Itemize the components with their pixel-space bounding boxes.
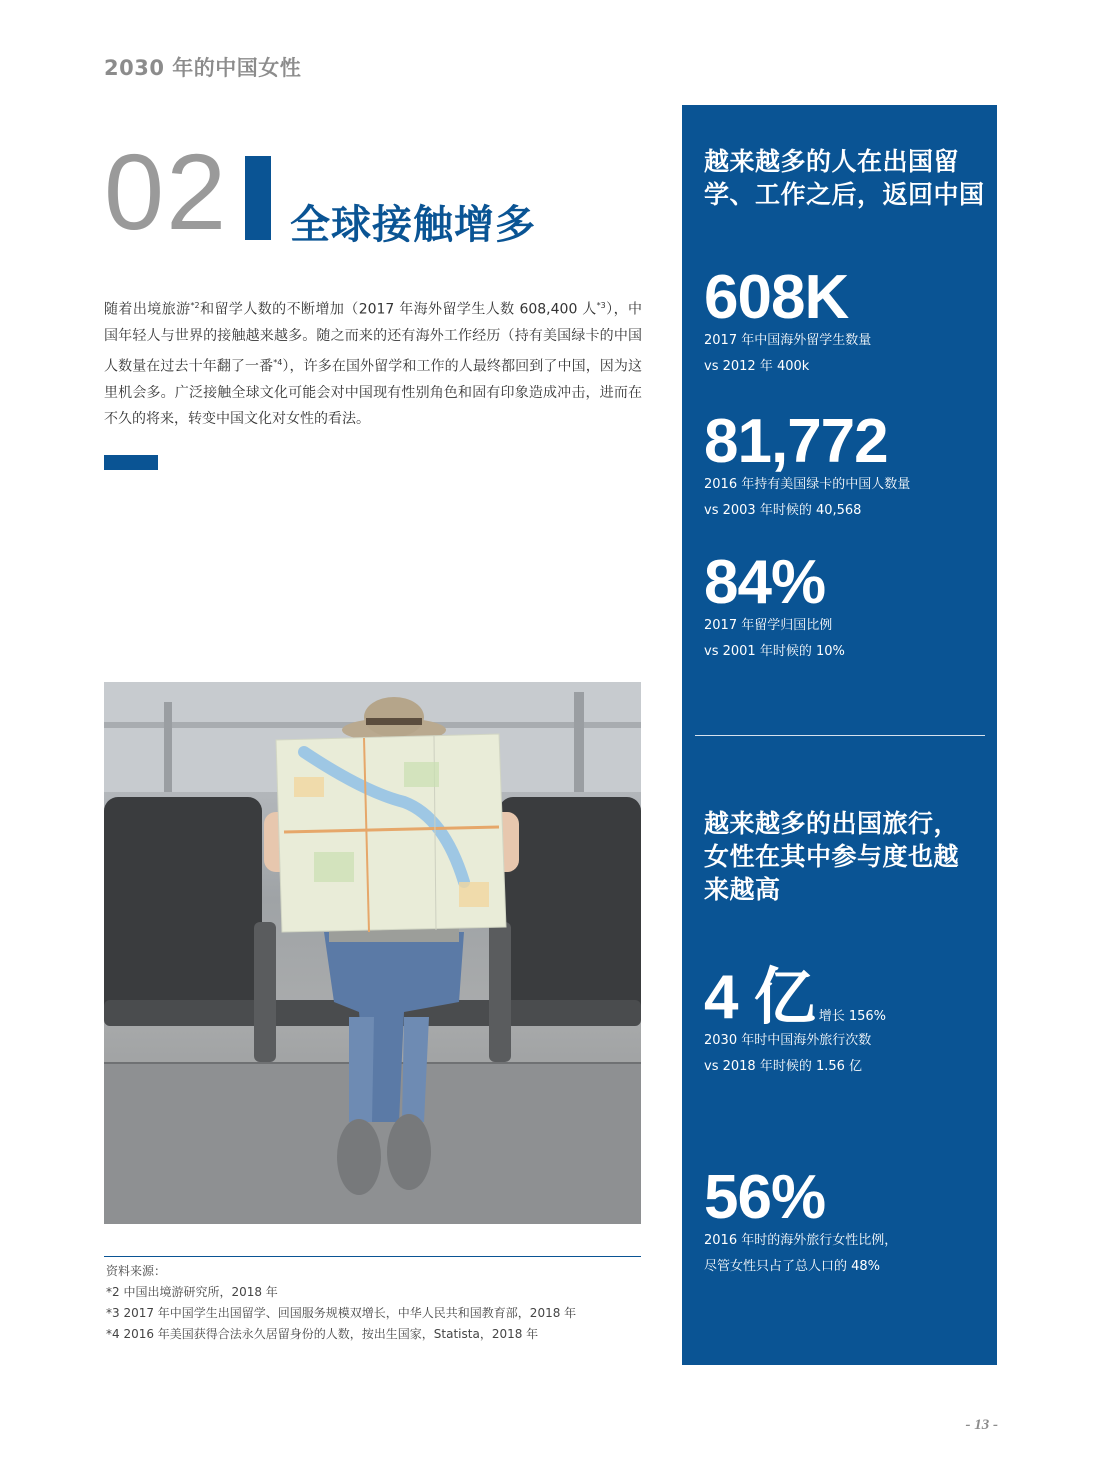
stat-compare: vs 2001 年时候的 10% (704, 644, 845, 659)
stat-compare: 尽管女性只占了总人口的 48% (704, 1259, 881, 1274)
heading-line: 越来越多的出国旅行， (704, 809, 960, 838)
stat-81772 (704, 407, 911, 524)
stat-value: 56% (704, 1163, 826, 1232)
heading-line: 越来越多的人在出国留 (704, 147, 960, 176)
sources-footnotes (104, 1256, 641, 1345)
section-number: 02 (104, 131, 229, 252)
stat-400-million (704, 963, 887, 1080)
source-item: *4 2016 年美国获得合法永久居留身份的人数，按出生国家，Statista，2018 年 (106, 1327, 539, 1341)
stat-compare: vs 2018 年时候的 1.56 亿 (704, 1059, 863, 1074)
stat-value: 84% (704, 548, 826, 617)
heading-line: 学、工作之后，返回中国 (704, 180, 985, 209)
photo-woman-with-map (104, 682, 641, 1224)
stat-desc: 2016 年持有美国绿卡的中国人数量 (704, 477, 911, 492)
source-item: *3 2017 年中国学生出国留学、回国服务规模双增长，中华人民共和国教育部，2018 年 (106, 1306, 577, 1320)
running-header: 2030 年的中国女性 (104, 56, 302, 80)
intro-text-3: ），中国年轻人与世界的接触越来越多。随之而来的还有海外工作经历（持有美国绿卡的中国人数量在过去十年翻了一番 (104, 301, 643, 375)
footnote-ref-4: *4 (273, 357, 283, 367)
intro-text-1: 随着出境旅游 (104, 301, 191, 318)
heading-line: 女性在其中参与度也越 (704, 842, 960, 871)
stat-desc: 2017 年中国海外留学生数量 (704, 333, 872, 348)
panel-heading-travel (704, 807, 959, 906)
stat-desc: 2017 年留学归国比例 (704, 618, 833, 633)
intro-text-2: 和留学人数的不断增加（2017 年海外留学生人数 608,400 人 (199, 301, 597, 318)
footnote-ref-3: *3 (596, 301, 606, 310)
stat-growth: 增长 156% (818, 1009, 887, 1024)
source-item: *2 中国出境游研究所，2018 年 (106, 1285, 278, 1299)
intro-text-4: ），许多在国外留学和工作的人最终都回到了中国，因为这里机会多。广泛接触全球文化可能会对中国现有性别角色和固有印象造成冲击，进而在不久的将来，转变中国文化对女性的看法。 (104, 358, 642, 428)
stat-compare: vs 2003 年时候的 40,568 (704, 503, 862, 518)
stat-value: 4 亿 (704, 963, 815, 1032)
accent-bar (104, 455, 158, 470)
stat-desc: 2030 年时中国海外旅行次数 (704, 1033, 872, 1048)
stat-56-percent (704, 1163, 898, 1280)
panel-divider (695, 735, 985, 736)
sources-heading: 资料来源： (106, 1264, 167, 1278)
stat-84-percent (704, 548, 845, 665)
stats-sidebar-panel (682, 105, 997, 1365)
heading-line: 来越高 (704, 875, 781, 904)
stat-compare: vs 2012 年 400k (704, 359, 810, 374)
panel-heading-return (704, 145, 985, 211)
stat-value: 608K (704, 263, 849, 332)
intro-paragraph (104, 293, 642, 433)
stat-desc: 2016 年时的海外旅行女性比例， (704, 1233, 898, 1248)
section-accent-bar (245, 156, 271, 240)
stat-value: 81,772 (704, 407, 888, 476)
footnote-ref-2: *2 (190, 301, 200, 310)
stat-608k (704, 263, 872, 380)
page-number: - 13 - (965, 1417, 998, 1433)
photo-illustration (104, 682, 641, 1224)
section-title: 全球接触增多 (290, 202, 536, 248)
